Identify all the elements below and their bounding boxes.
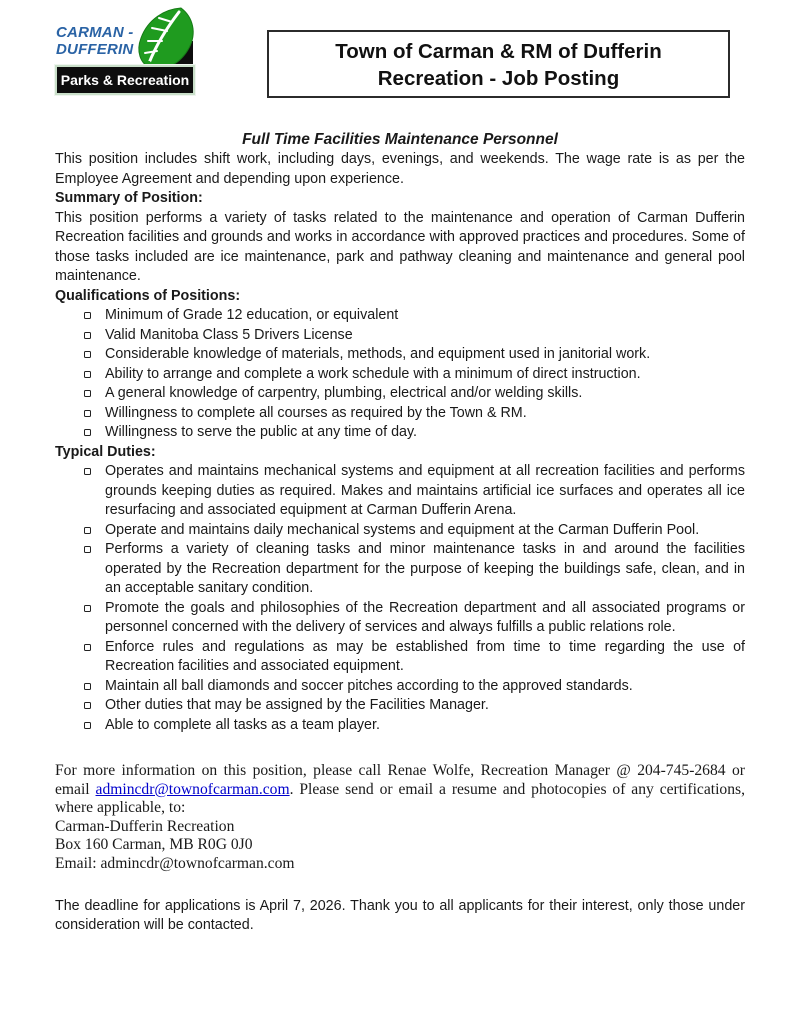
list-item: [55, 306, 745, 326]
list-item: [55, 521, 745, 541]
list-item: [55, 716, 745, 736]
summary-paragraph: This position performs a variety of tasks related to the maintenance and operation of Carman Dufferin Recreation facilities and grounds and works in accordance with approved practices and procedures. Some of those tasks included are ice maintenance, park and pathway cleaning and maintenance and general pool maintenance.: [55, 209, 745, 284]
bullet-square-icon: [84, 605, 91, 612]
contact-org: Carman-Dufferin Recreation: [55, 817, 235, 835]
list-item: [55, 345, 745, 365]
bullet-square-icon: [84, 332, 91, 339]
bullet-square-icon: [84, 702, 91, 709]
bullet-square-icon: [84, 527, 91, 534]
posting-body: [55, 150, 745, 936]
list-item-text: A general knowledge of carpentry, plumbing, electrical and/or welding skills.: [105, 385, 583, 401]
list-item: [55, 462, 745, 521]
bullet-square-icon: [84, 429, 91, 436]
bullet-square-icon: [84, 312, 91, 319]
email-link[interactable]: admincdr@townofcarman.com: [95, 780, 290, 798]
list-item-text: Enforce rules and regulations as may be established from time to time regarding the use of Recreation facilities and associated equipment.: [105, 638, 745, 674]
list-item-text: Willingness to serve the public at any time of day.: [105, 424, 418, 440]
qualifications-heading: Qualifications of Positions:: [55, 287, 241, 304]
posting-title-box: [267, 30, 730, 98]
carman-dufferin-logo: [55, 15, 195, 95]
list-item-text: Considerable knowledge of materials, methods, and equipment used in janitorial work.: [105, 346, 651, 362]
list-item-text: Performs a variety of cleaning tasks and minor maintenance tasks in and around the facilities operated by the Recreation department for the purpose of keeping the buildings safe, clean, and in an acceptable sanitary condition.: [105, 541, 745, 596]
bullet-square-icon: [84, 644, 91, 651]
contact-block: [55, 762, 745, 874]
list-item-text: Promote the goals and philosophies of the Recreation department and all associated programs or personnel concerned with the delivery of services and always fulfills a public relations role.: [105, 599, 745, 635]
list-item: [55, 638, 745, 677]
bullet-square-icon: [84, 683, 91, 690]
list-item: [55, 326, 745, 346]
logo-line1: CARMAN -: [56, 24, 134, 41]
bullet-square-icon: [84, 371, 91, 378]
bullet-square-icon: [84, 722, 91, 729]
list-item: [55, 404, 745, 424]
list-item: [55, 423, 745, 443]
job-title: Full Time Facilities Maintenance Personnel: [242, 131, 558, 148]
title-line2: Recreation - Job Posting: [377, 67, 620, 90]
logo-line2: DUFFERIN: [56, 41, 134, 58]
list-item-text: Able to complete all tasks as a team player.: [105, 716, 380, 733]
logo-banner: Parks & Recreation: [55, 65, 195, 95]
list-item-text: Valid Manitoba Class 5 Drivers License: [105, 326, 353, 343]
contact-email-line: Email: admincdr@townofcarman.com: [55, 854, 295, 872]
list-item: [55, 599, 745, 638]
list-item: [55, 677, 745, 697]
list-item: [55, 365, 745, 385]
list-item-text: Willingness to complete all courses as required by the Town & RM.: [105, 404, 527, 421]
contact-text-before: For more information on this position, please call Renae Wolfe, Recreation Manager @ 204-745-2684 or email: [55, 762, 745, 798]
contact-paragraph: [55, 762, 745, 818]
contact-text-after: . Please send or email a resume and photocopies of any certifications, where applicable, to:: [55, 780, 745, 817]
bullet-square-icon: [84, 351, 91, 358]
summary-heading: Summary of Position:: [55, 190, 203, 206]
list-item-text: Other duties that may be assigned by the Facilities Manager.: [105, 697, 489, 713]
list-item-text: Minimum of Grade 12 education, or equivalent: [105, 307, 399, 323]
bullet-square-icon: [84, 546, 91, 553]
list-item-text: Operates and maintains mechanical systems and equipment at all recreation facilities and performs grounds keeping duties as required. Makes and maintains artificial ice surfaces and operates all ice resurfacing and associated equipment at Carman Dufferin Arena.: [105, 463, 745, 518]
title-line1: Town of Carman & RM of Dufferin: [335, 40, 662, 63]
list-item: [55, 540, 745, 599]
bullet-square-icon: [84, 390, 91, 397]
duties-list: [55, 462, 745, 735]
bullet-square-icon: [84, 468, 91, 475]
list-item-text: Maintain all ball diamonds and soccer pitches according to the approved standards.: [105, 677, 633, 694]
list-item: [55, 696, 745, 716]
qualifications-list: [55, 306, 745, 443]
list-item-text: Ability to arrange and complete a work schedule with a minimum of direct instruction.: [105, 365, 641, 382]
contact-address: Box 160 Carman, MB R0G 0J0: [55, 836, 253, 854]
list-item-text: Operate and maintains daily mechanical systems and equipment at the Carman Dufferin Pool.: [105, 521, 700, 538]
duties-heading: Typical Duties:: [55, 443, 156, 460]
deadline-paragraph: The deadline for applications is April 7, 2026. Thank you to all applicants for their interest, only those under consideration will be contacted.: [55, 897, 745, 934]
list-item: [55, 384, 745, 404]
header: [55, 15, 745, 99]
intro-paragraph: This position includes shift work, including days, evenings, and weekends. The wage rate is as per the Employee Agreement and depending upon experience.: [55, 151, 745, 187]
bullet-square-icon: [84, 410, 91, 417]
